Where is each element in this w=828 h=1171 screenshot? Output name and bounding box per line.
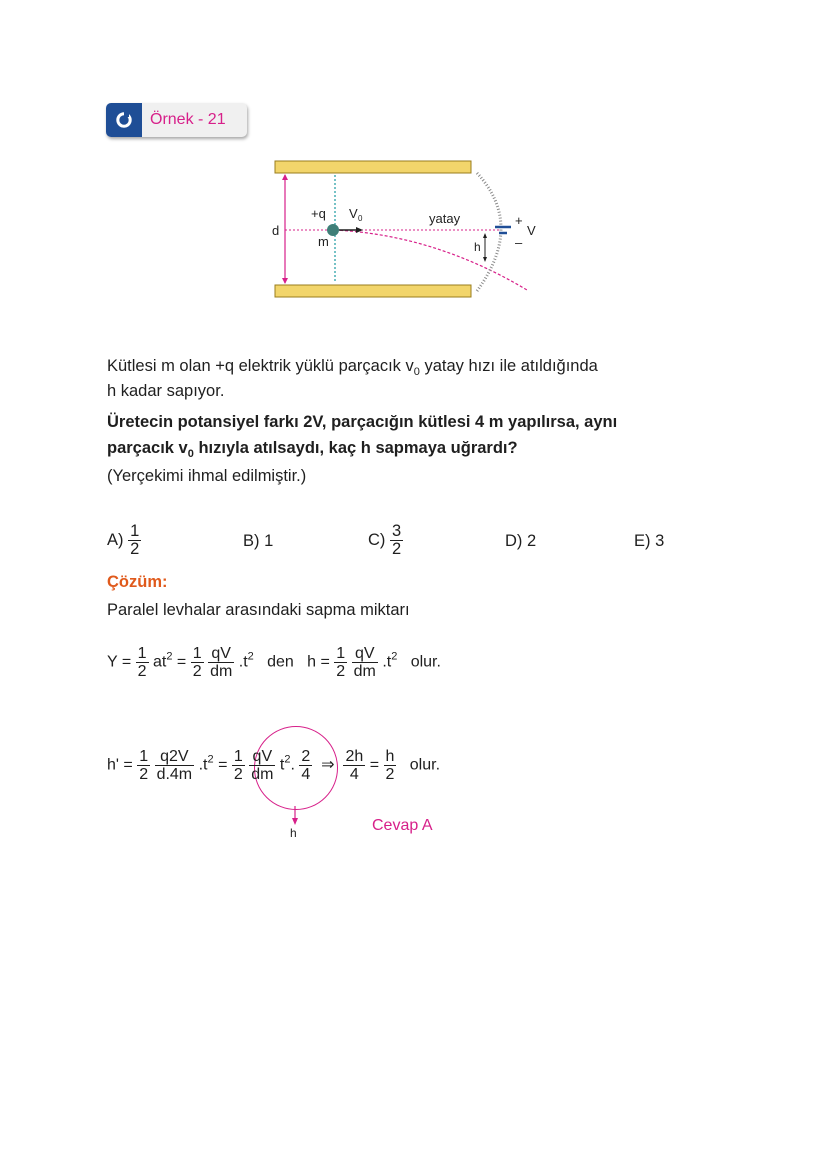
h-marker: h xyxy=(290,826,297,840)
down-arrow-icon xyxy=(288,806,302,828)
answer: Cevap A xyxy=(372,817,433,834)
label-h: h xyxy=(474,240,481,254)
wire xyxy=(477,173,501,291)
trajectory xyxy=(335,230,527,290)
label-minus: – xyxy=(515,235,523,250)
bottom-plate xyxy=(275,285,471,297)
capacitor-diagram xyxy=(265,155,565,315)
question-line-5: (Yerçekimi ihmal edilmiştir.) xyxy=(107,467,307,485)
question-line-3: Üretecin potansiyel farkı 2V, parçacığın kütlesi 4 m yapılırsa, aynı xyxy=(107,413,618,431)
label-v0: V xyxy=(349,206,358,221)
label-m: m xyxy=(318,234,329,249)
question-line-4: parçacık $v_0$ hızıyla atılsaydı, kaç h sapmaya uğrardı? xyxy=(107,439,518,460)
example-title: Örnek - 21 xyxy=(150,111,226,128)
question-line-1: Kütlesi m olan +q elektrik yüklü parçacık $v_0$ yatay hızı ile atıldığında xyxy=(107,357,598,378)
question-line-2: h kadar sapıyor. xyxy=(107,382,225,400)
choice-d[interactable]: D) 2 xyxy=(505,532,537,550)
label-q: +q xyxy=(311,206,326,221)
solution-intro: Paralel levhalar arasındaki sapma miktarı xyxy=(107,601,410,619)
choice-b[interactable]: B) 1 xyxy=(243,532,274,550)
choice-c[interactable]: C) $\frac{3}{2}$ xyxy=(368,522,402,558)
equation-2: h' = $\frac{1}{2}$ $\frac{q2V}{d.4m}$ $.t^2$ = $\frac{1}{2}$ $\frac{qV}{dm}$ $t^2$. $\frac{2}{4}$ ⇒ $\frac{2h}{4}$ = $\frac{h}{2}$ olur. xyxy=(107,748,441,783)
label-d: d xyxy=(272,223,280,238)
label-plus: + xyxy=(515,213,523,228)
equation-1: Y = $\frac{1}{2}$ $at^2$ = $\frac{1}{2}$ $\frac{qV}{dm}$ $.t^2$ den h = $\frac{1}{2}$ $\frac{qV}{dm}$ $.t^2$ olur. xyxy=(107,645,441,680)
choice-a[interactable]: A) $\frac{1}{2}$ xyxy=(107,522,140,558)
label-V: V xyxy=(527,223,536,238)
label-yatay: yatay xyxy=(429,211,461,226)
top-plate xyxy=(275,161,471,173)
refresh-icon xyxy=(106,103,142,137)
label-v0-sub: 0 xyxy=(358,214,363,223)
example-label xyxy=(106,103,247,137)
choice-e[interactable]: E) 3 xyxy=(634,532,665,550)
solution-title: Çözüm: xyxy=(107,573,168,591)
